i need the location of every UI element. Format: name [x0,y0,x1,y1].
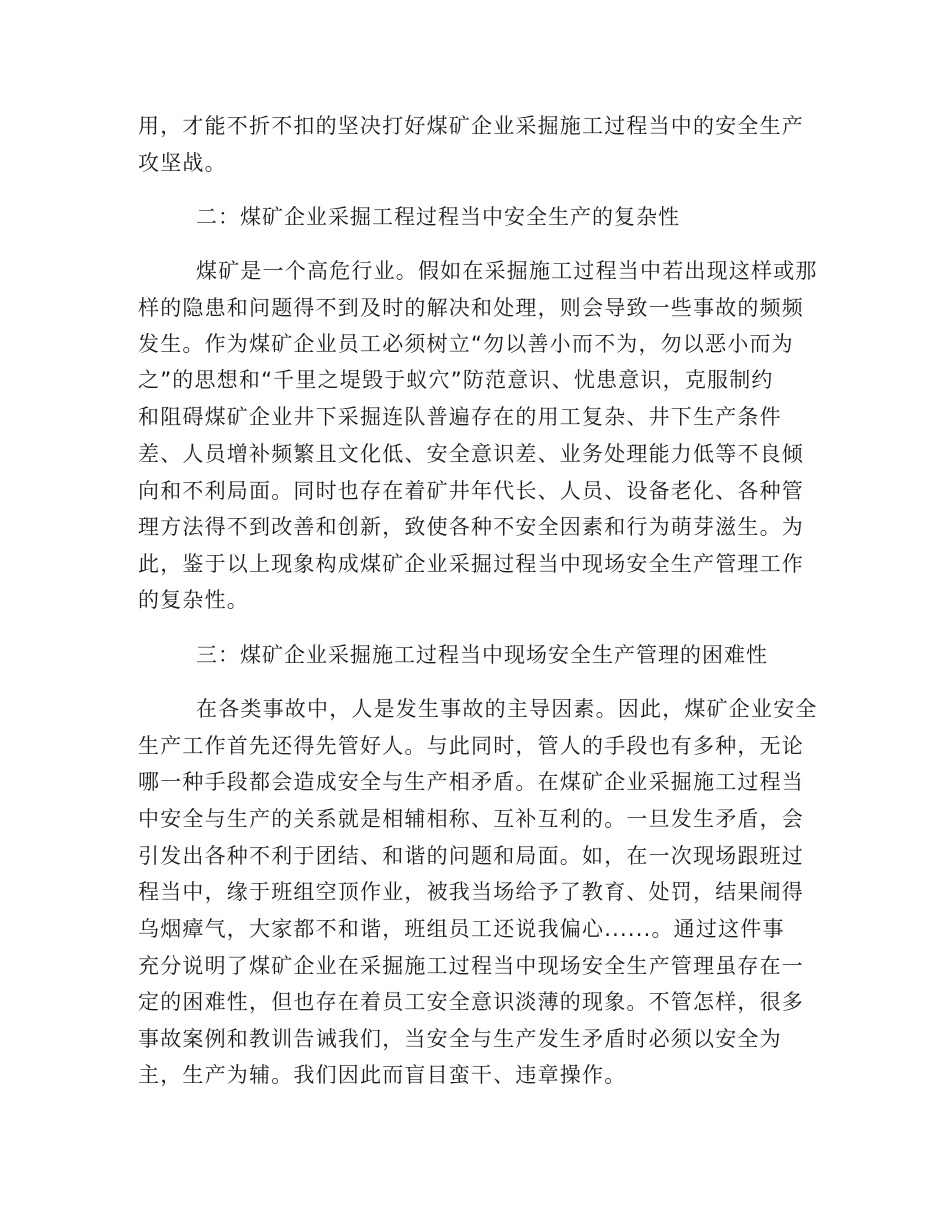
text-line: 用，才能不折不扣的坚决打好煤矿企业采掘施工过程当中的安全生产 [138,114,804,138]
text-line: 样的隐患和问题得不到及时的解决和处理，则会导致一些事故的频频 [138,296,804,320]
text-line: 发生。作为煤矿企业员工必须树立“勿以善小而不为，勿以恶小而为 [138,332,794,356]
text-line: 哪一种手段都会造成安全与生产相矛盾。在煤矿企业采掘施工过程当 [138,770,804,794]
text-line: 充分说明了煤矿企业在采掘施工过程当中现场安全生产管理虽存在一 [138,954,804,978]
text-line: 乌烟瘴气，大家都不和谐，班组员工还说我偏心......。通过这件事 [138,917,785,941]
text-line: 生产工作首先还得先管好人。与此同时，管人的手段也有多种，无论 [138,734,804,758]
text-line: 此，鉴于以上现象构成煤矿企业采掘过程当中现场安全生产管理工作 [138,552,804,576]
text-line: 之”的思想和“千里之堤毁于蚁穴”防范意识、忧患意识，克服制约 [138,368,774,392]
text-line: 定的困难性，但也存在着员工安全意识淡薄的现象。不管怎样，很多 [138,990,804,1014]
text-line: 在各类事故中，人是发生事故的主导因素。因此，煤矿企业安全 [196,697,818,721]
text-line: 事故案例和教训告诫我们，当安全与生产发生矛盾时必须以安全为 [138,1027,782,1051]
text-line: 的复杂性。 [138,588,249,612]
text-line: 煤矿是一个高危行业。假如在采掘施工过程当中若出现这样或那 [196,259,818,283]
text-line: 主，生产为辅。我们因此而盲目蛮干、违章操作。 [138,1063,627,1087]
section-heading: 三：煤矿企业采掘施工过程当中现场安全生产管理的困难性 [196,643,768,667]
text-line: 引发出各种不利于团结、和谐的问题和局面。如，在一次现场跟班过 [138,844,804,868]
text-line: 攻坚战。 [138,151,227,175]
text-line: 理方法得不到改善和创新，致使各种不安全因素和行为萌芽滋生。为 [138,515,804,539]
text-line: 差、人员增补频繁且文化低、安全意识差、业务处理能力低等不良倾 [138,442,804,466]
text-line: 程当中，缘于班组空顶作业，被我当场给予了教育、处罚，结果闹得 [138,880,804,904]
text-line: 中安全与生产的关系就是相辅相称、互补互利的。一旦发生矛盾，会 [138,807,804,831]
text-line: 和阻碍煤矿企业井下采掘连队普遍存在的用工复杂、井下生产条件 [138,405,782,429]
text-line: 向和不利局面。同时也存在着矿井年代长、人员、设备老化、各种管 [138,479,804,503]
section-heading: 二：煤矿企业采掘工程过程当中安全生产的复杂性 [196,205,680,229]
